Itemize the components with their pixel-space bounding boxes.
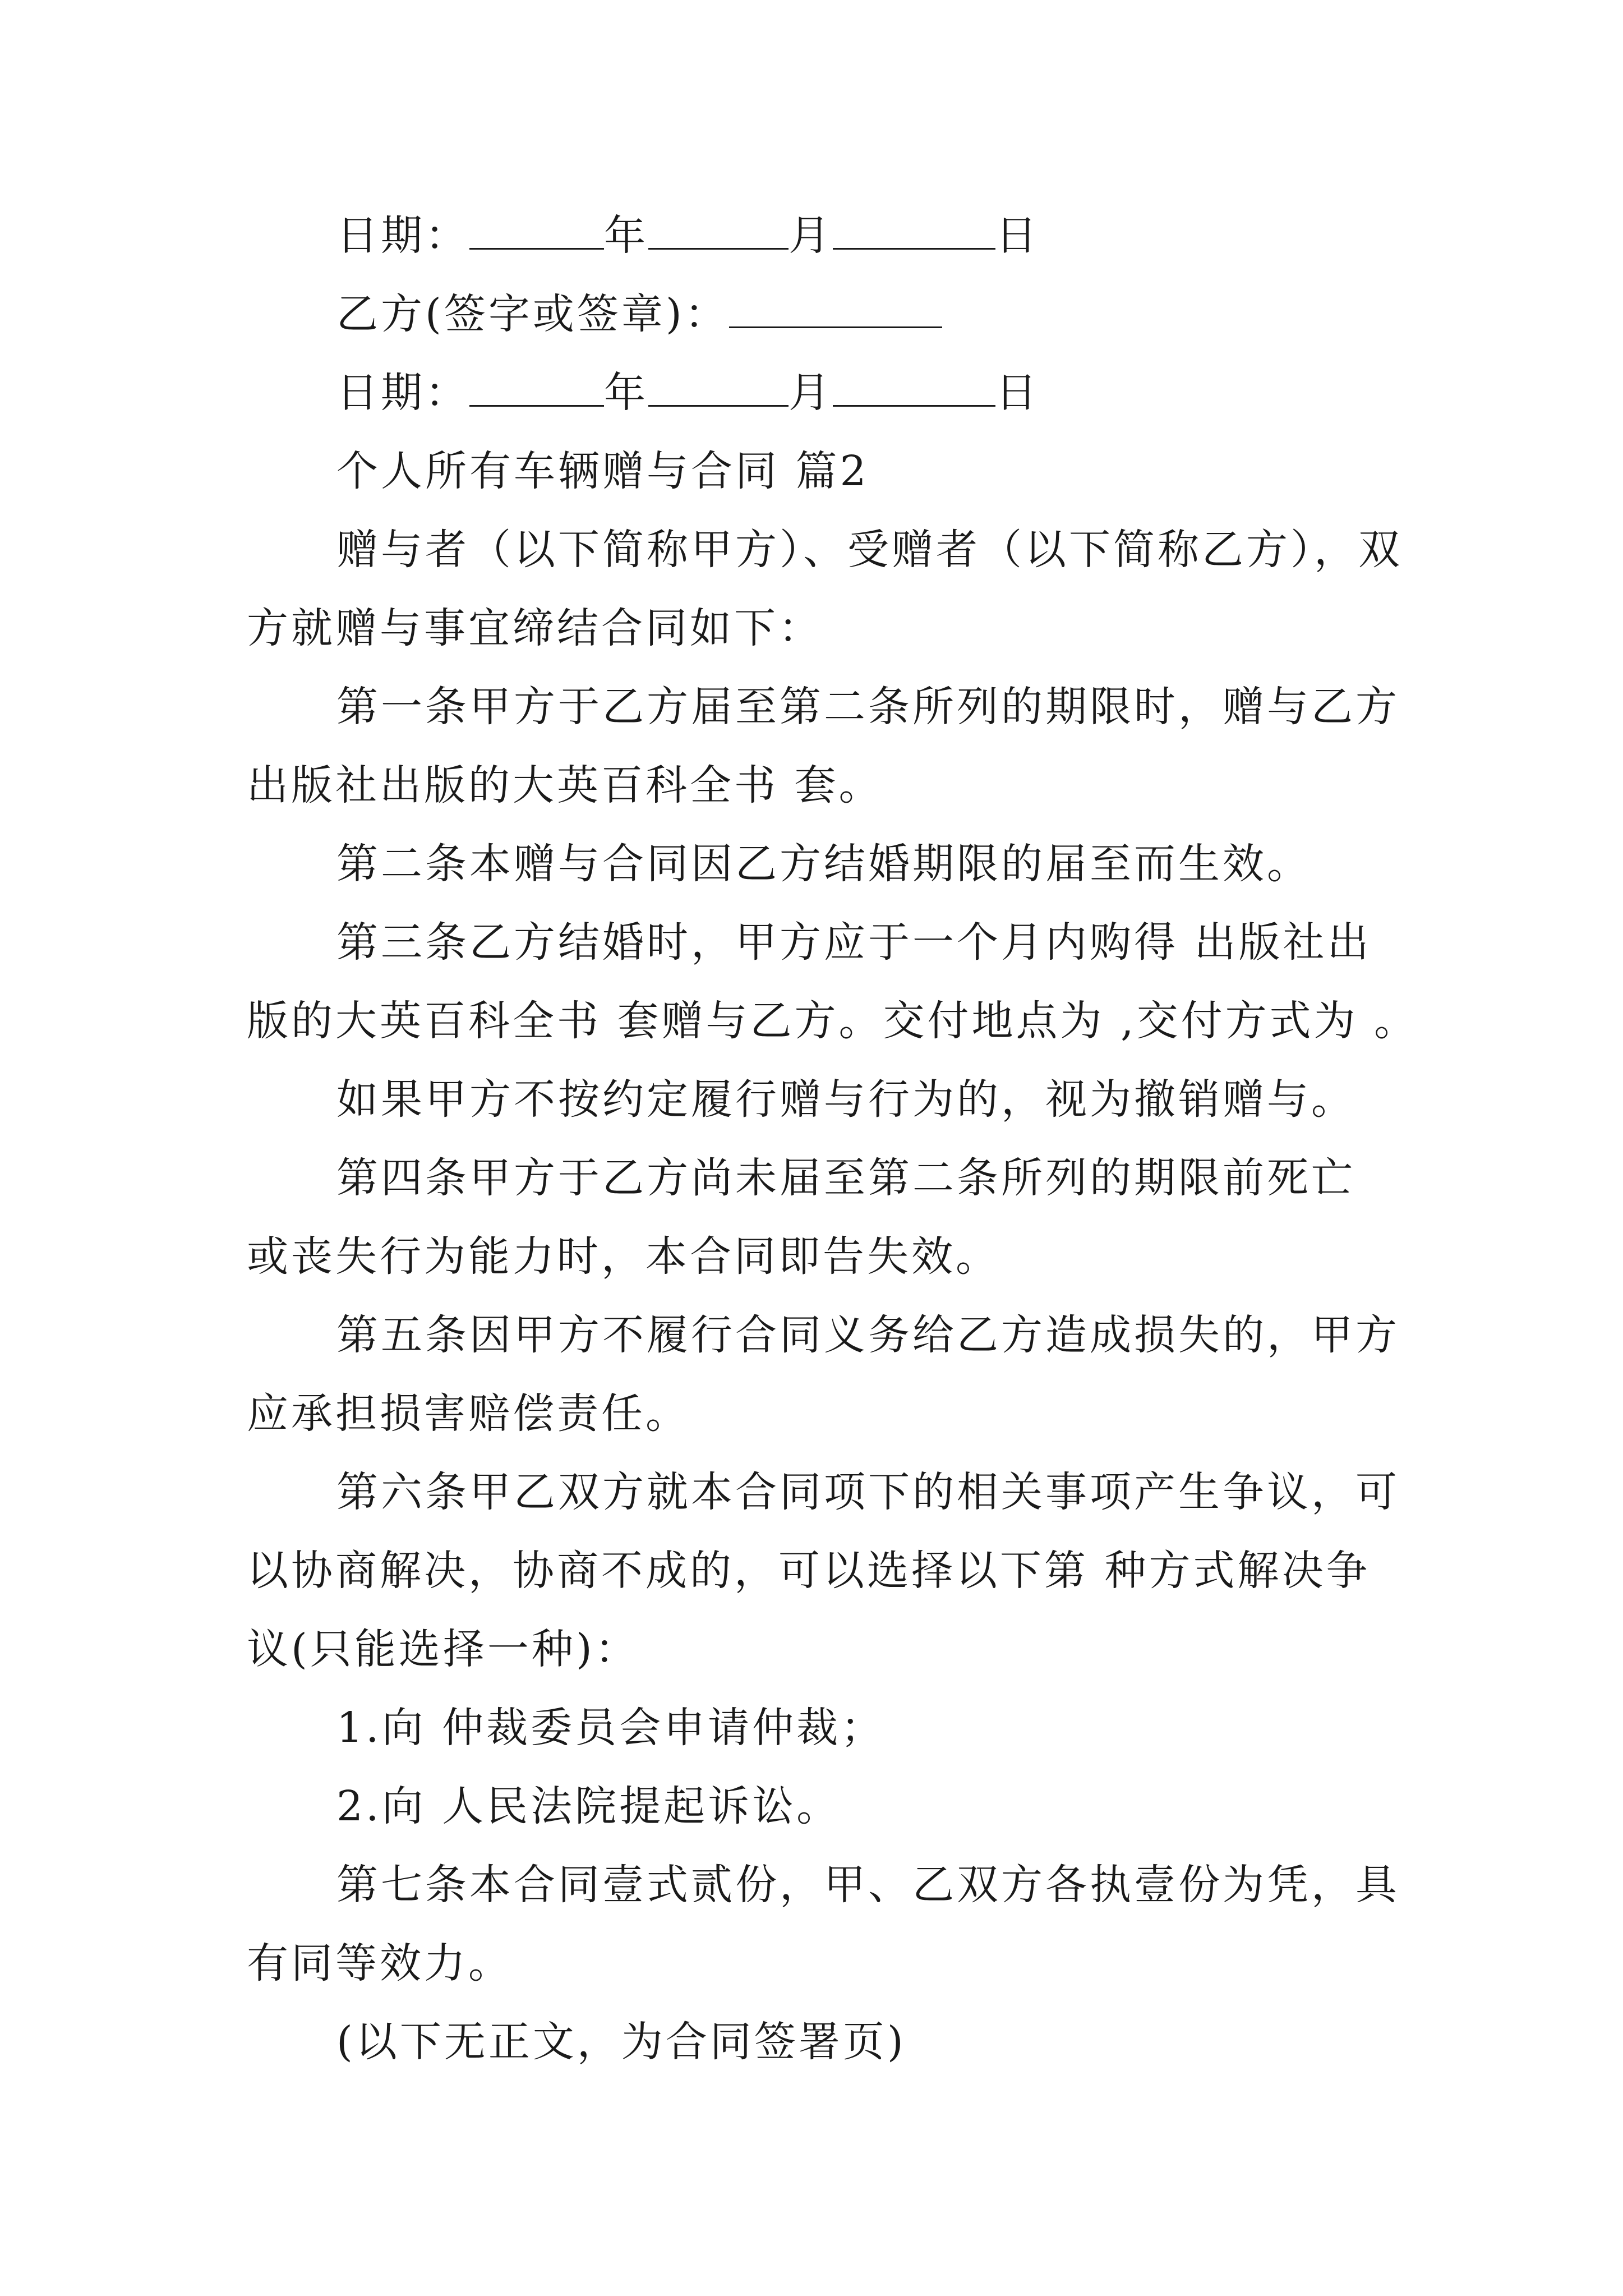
day-blank[interactable]: [833, 209, 995, 250]
paragraph-line: 如果甲方不按约定履行赠与行为的，视为撤销赠与。: [336, 1075, 1355, 1124]
list-item: 2.向 人民法院提起诉讼。: [336, 1782, 841, 1830]
month-blank[interactable]: [648, 209, 789, 250]
date-label: 日期：: [336, 211, 469, 260]
paragraph-line: 赠与者（以下简称甲方）、受赠者（以下简称乙方），双: [336, 526, 1403, 574]
paragraph-line: 第五条因甲方不履行合同义务给乙方造成损失的，甲方: [336, 1311, 1400, 1359]
paragraph-line: 第三条乙方结婚时，甲方应于一个月内购得 出版社出: [336, 918, 1372, 967]
day-blank[interactable]: [833, 366, 995, 407]
paragraph-line: 第七条本合同壹式贰份，甲、乙双方各执壹份为凭，具: [336, 1861, 1400, 1909]
list-item: 1.向 仲裁委员会申请仲裁；: [336, 1704, 886, 1752]
paragraph-line: 第二条本赠与合同因乙方结婚期限的届至而生效。: [336, 840, 1311, 888]
month-blank[interactable]: [648, 366, 789, 407]
paragraph-line: 或丧失行为能力时，本合同即告失效。: [247, 1232, 1000, 1281]
paragraph-line: 第四条甲方于乙方尚未届至第二条所列的期限前死亡: [336, 1154, 1355, 1202]
section-title: 个人所有车辆赠与合同 篇2: [336, 447, 869, 495]
date-line-1: [336, 209, 1391, 263]
party-b-sign-label: 乙方(签字或签章)：: [336, 290, 729, 338]
year-label: 年: [604, 211, 648, 260]
paragraph-line: 以协商解决，协商不成的，可以选择以下第 种方式解决争: [247, 1547, 1371, 1595]
month-label: 月: [789, 369, 833, 417]
day-label: 日: [995, 369, 1040, 417]
party-b-sign-blank[interactable]: [729, 287, 942, 328]
date-label: 日期：: [336, 369, 469, 417]
day-label: 日: [995, 211, 1040, 260]
year-blank[interactable]: [469, 209, 604, 250]
paragraph-line: 有同等效力。: [247, 1939, 513, 1987]
date-line-2: [336, 366, 1391, 420]
year-blank[interactable]: [469, 366, 604, 407]
paragraph-line: 第一条甲方于乙方届至第二条所列的期限时，赠与乙方: [336, 683, 1400, 731]
year-label: 年: [604, 369, 648, 417]
paragraph-line: 版的大英百科全书 套赠与乙方。交付地点为 ,交付方式为 。: [247, 997, 1419, 1045]
paragraph-line: 议(只能选择一种)：: [247, 1625, 639, 1673]
party-b-signature-line: [336, 287, 1391, 341]
closing-note: (以下无正文，为合同签署页): [336, 2018, 906, 2066]
month-label: 月: [789, 211, 833, 260]
paragraph-line: 第六条甲乙双方就本合同项下的相关事项产生争议，可: [336, 1468, 1400, 1516]
paragraph-line: 应承担损害赔偿责任。: [247, 1389, 690, 1438]
paragraph-line: 方就赠与事宜缔结合同如下：: [247, 604, 823, 652]
paragraph-line: 出版社出版的大英百科全书 套。: [247, 761, 883, 809]
